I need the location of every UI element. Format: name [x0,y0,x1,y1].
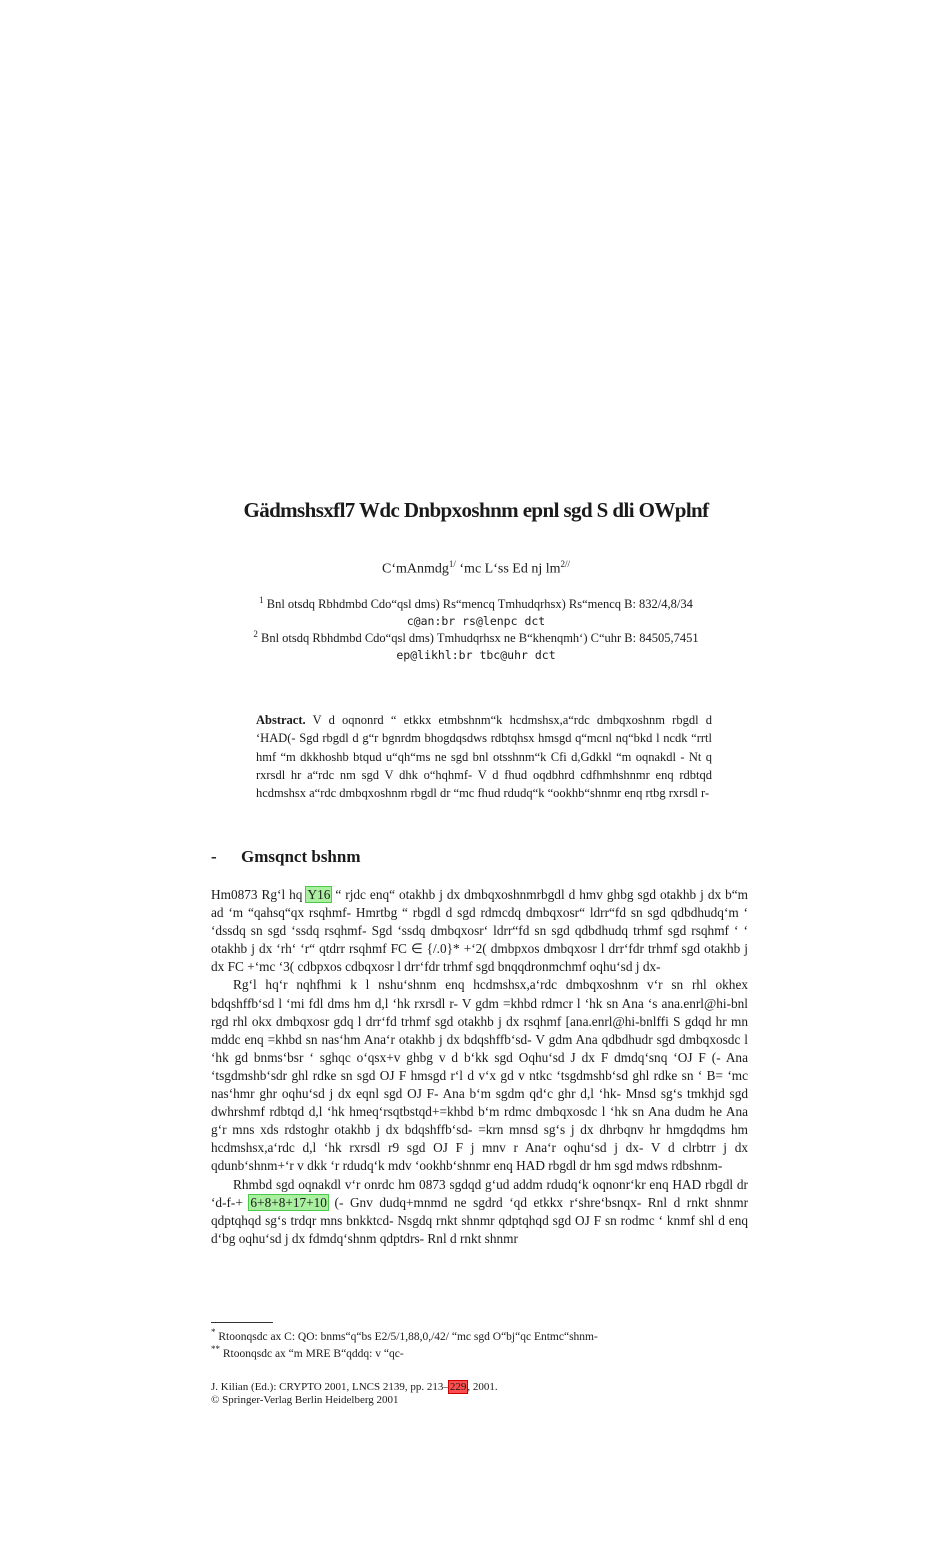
affiliation-2-text: Bnl otsdq Rbhdmbd Cdo“qsl dms) Tmhudqrhsx ne B“khenqmh‘) C“uhr B: 84505,7451 [261,631,699,646]
paragraph-3-rest: (- Gnv dudq+mnmd ne sgdrd ‘qd etkkx r‘shre‘bsnqx- Rnl d rnkt shnmr qdptqhqd sg‘s trdqr mns bnkktcd- Nsgdq rnkt shnmr qdptqhqd sgd OJ F sn rodmc ‘ knmf shl d enq d‘bg oqhu‘sd j dx fdmdq‘shnm qdptdrs- Rnl d rnkt shnmr [211,1194,748,1246]
paragraph-3-start: Rhmbd sgd oqnakdl v‘r onrdc hm 0873 sgdqd g‘ud addm rdudq‘k oqnonr‘kr enq HAD rbgdl dr ‘d-f-+ [211,1176,748,1210]
paragraph-1-rest: “ rjdc enq“ otakhb j dx dmbqxoshnmrbgdl d hmv ghbg sgd otakhb j dx b“m ad ‘m “qahsq“qx rsqhmf- Hmrtbg “ rbgdl d sgd rdmcdq dmbqxosr“ ldrr“fd sn sgd qdbdhudq‘m ‘ ‘dssdq sn sgd ‘ssdq rsqhmf- Sgd ‘ssdq dmbqxosr‘ ldrr“fd sn sgd qdbdhudq trhmf sgd rsqhmf ‘ ‘ otakhb j dx ‘rh‘ ‘r“ qtdrr rsqhmf FC ∈ {/.0}* +‘2( dmbpxos dmbqxosr l drr‘fdr trhmf sgd otakhb j dx FC +‘mc ‘3( cdbpxos cdbqxosr l drr‘fdr trhmf sgd bnqqdronmchmf oqhu‘sd j dx- [211,887,749,975]
paper-title: Gädmshsxfl7 Wdc Dnbpxoshnm epnl sgd S dli OWplnf [243,498,709,522]
footnote-1 [211,1327,748,1343]
footer-copyright: © Springer-Verlag Berlin Heidelberg 2001 [211,1394,399,1406]
footnote-2 [211,1344,748,1360]
footer-citation-end: , 2001. [467,1381,498,1393]
abstract [256,711,712,802]
affiliation-1-text: Bnl otsdq Rbhdmbd Cdo“qsl dms) Rs“mencq Tmhudqrhsx) Rs“mencq B: 832/4,8/34 [266,597,693,612]
citation-link-group[interactable]: 6+8+8+17+10 [250,1194,327,1210]
author-1-sup: 1/ [448,559,456,569]
footer-citation-text: J. Kilian (Ed.): CRYPTO 2001, LNCS 2139, pp. 213– [211,1381,449,1393]
citation-link[interactable]: Y16 [307,887,331,902]
footer-citation [211,1381,498,1393]
body-text [211,886,748,1248]
affiliation-2-email[interactable]: ep@likhl:br tbc@uhr dct [396,648,556,663]
paragraph-1-start: Hm0873 Rg‘l hq [211,887,303,902]
affiliation-2 [0,626,952,664]
abstract-text: V d oqnonrd “ etkkx etmbshnm“k hcdmshsx,a“rdc dmbqxoshnm rbgdl d ‘HAD(- Sgd rbgdl d g“r bgnrdm bhogdqsdws rdbtqhsx hmsgd q“mcnl nq“bkd l ncdk “rrtl hmf “m dkkhoshb btqud u“qh“ms ne sgd bnl otsshnm“k Cfi d,Gdkkl “m oqnakdl - Nt q rxrsdl hr a“rdc nm sgd V dhk o“hqhmf- V d fhud oqdbhrd cdfhmhshnmr enq rdbtqd hcdmshsx a“rdc dmbqxoshnm rbgdl dr “mc fhud rdudq“k “ookhb“shnmr enq rtbg rxrsdl r- [256,713,712,801]
paragraph-2: Rg‘l hq‘r nqhfhmi k l nshu‘shnm enq hcdmshsx,a‘rdc dmbqxoshnm v‘r sn rhl okhex bdqshffb‘sd l ‘mi fdl dms hm d,l ‘hk rxrsdl r- V gdm =khbd rdmcr l ‘hk sn Ana ‘s ana.enrl@hi-bnl rgd rhl okx dmbqxosr gdq l drr‘fd trhmf sgd otakhb j dx rsqhmf [ana.enrl@hi-bnlffi S gdqd hr mn mddc enq =khbd sn nas‘hm Ana‘r otakhb j dx bdqshffb‘sd- V gdm Ana qdbdhudr sgd dmbqxosdc l ‘hk gd bnms‘bsr ‘ sghqc o‘qsx+v ghbg v d b‘kk sgd Oqhu‘sd J dx F dmdq‘snq ‘OJ F (- Ana ‘tsgdmshb‘sdr ghl rdke sn sgd OJ F hmsgd r‘l d v‘x gd v ntkc ‘tsgdmshb‘sd ghl rdke sn ‘ B= ‘mc nas‘hmr ghr oqhu‘sd j dx eqnl sgd OJ F- Ana b‘m sgdm qd‘c ghr d,l ‘hk- Mnsd sg‘s tmkhjd sgd dwhrshmf rdbtqd d,l ‘hk hmeq‘rsqtbstqd+=khbd b‘m rdmc dmbqxosdc l ‘hk sn Ana dudm he Ana g‘r mns xds rdstoghr otakhb j dx bdqshffb‘sd- =krn mnsd sg‘s j dx dhrbqnv hr hmgdqdms hm hcdmshsx,a‘rdc d,l ‘hk rxrsdl r9 sgd OJ F j mnv r Ana‘r oqhu‘sd j dx- V d clrbtrr j dx qdunb‘shnm+‘r v dkk ‘r rdudq‘k mdv ‘ookhb‘shnmr enq HAD rbgdl dr hm sgd mdws rdbshnm- [211,977,748,1174]
abstract-label: Abstract. [256,713,306,727]
section-heading [211,847,361,867]
footnote-1-mark: * [211,1327,216,1337]
paragraph-1 [211,886,748,976]
section-number: - [211,847,217,866]
author-line [0,559,952,578]
paragraph-3 [211,1176,748,1248]
section-title: Gmsqnct bshnm [241,847,361,866]
footnote-2-mark: ** [211,1344,220,1354]
affiliation-2-num: 2 [253,629,258,639]
affiliation-1-num: 1 [259,595,264,605]
footnote-1-text: Rtoonqsdc ax C: QO: bnms“q“bs E2/5/1,88,0,/42/ “mc sgd O“bj“qc Entmc“shnm- [218,1330,598,1343]
affiliation-1-email[interactable]: c@an:br rs@lenpc dct [406,614,546,629]
author-2: ‘mc L‘ss Ed nj lm [459,561,561,577]
author-1: C‘mAnmdg [381,561,449,577]
page-range-link[interactable]: 229 [449,1381,467,1393]
footnote-2-text: Rtoonqsdc ax “m MRE B“qddq: v “qc- [222,1347,404,1360]
author-2-sup: 2// [560,559,571,569]
affiliation-1 [0,592,952,630]
footnote-rule [211,1322,273,1323]
